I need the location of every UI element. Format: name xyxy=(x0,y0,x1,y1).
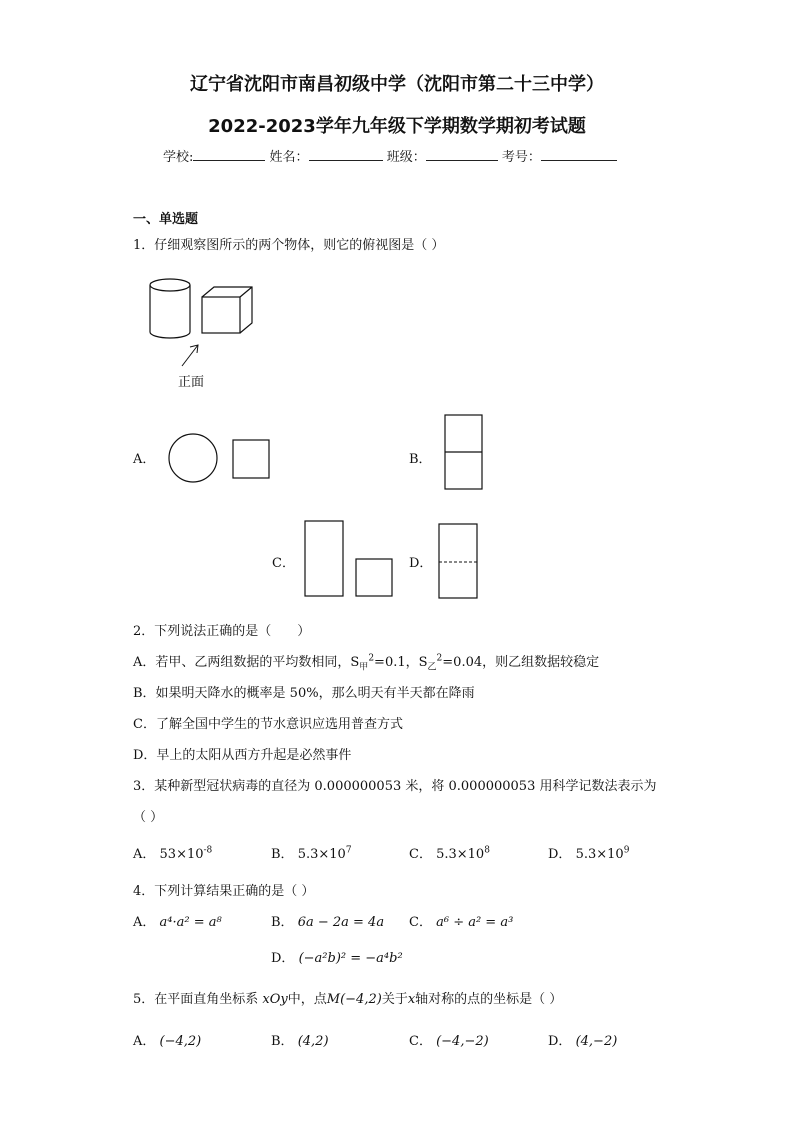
q3-d-label: D． xyxy=(548,847,572,862)
exam-title-line2: 2022-2023学年九年级下学期数学期初考试题 xyxy=(208,116,586,137)
q2-a-sub-yi: 乙 xyxy=(427,662,437,673)
q5-option-d[interactable] xyxy=(548,1030,617,1049)
q1-option-a-label[interactable]: A． xyxy=(133,452,156,467)
q1-option-d-figure[interactable] xyxy=(434,518,484,602)
school-blank[interactable] xyxy=(193,146,265,161)
class-label: 班级： xyxy=(386,150,426,165)
q5-stem-mid2: 关于 xyxy=(381,992,408,1007)
exam-title-line1: 辽宁省沈阳市南昌初级中学（沈阳市第二十三中学） xyxy=(190,74,604,95)
q5-d-expr: (4,−2) xyxy=(575,1034,618,1049)
q2-option-a[interactable] xyxy=(133,651,600,673)
cube-shape xyxy=(202,287,252,333)
q4-a-expr: a⁴·a² = a⁸ xyxy=(159,915,222,930)
q3-option-a[interactable] xyxy=(133,843,212,862)
q5-stem-axis: x xyxy=(407,992,416,1007)
q2-option-c[interactable]: C．了解全国中学生的节水意识应选用普查方式 xyxy=(133,717,403,732)
q5-option-a[interactable] xyxy=(133,1030,201,1049)
q2-a-sub-jia: 甲 xyxy=(359,662,369,673)
q4-option-c[interactable] xyxy=(409,911,513,930)
name-blank[interactable] xyxy=(309,146,383,161)
q3-stem-line1: 3．某种新型冠状病毒的直径为 0.000000053 米，将 0.000000053 用科学记数法表示为 xyxy=(133,779,657,794)
q5-a-expr: (−4,2) xyxy=(159,1034,202,1049)
q3-option-c[interactable] xyxy=(409,843,490,862)
q1-option-c-label[interactable]: C． xyxy=(272,556,295,571)
q3-a-exp: -8 xyxy=(203,845,213,856)
q4-option-b[interactable] xyxy=(271,911,384,930)
q3-c-exp: 8 xyxy=(484,845,490,856)
q2-a-suffix: =0.04，则乙组数据较稳定 xyxy=(442,655,600,670)
q4-b-expr: 6a − 2a = 4a xyxy=(297,915,385,930)
q3-stem-line2: （ ） xyxy=(133,810,164,825)
q5-stem xyxy=(133,988,562,1007)
q4-option-a[interactable] xyxy=(133,911,222,930)
q4-c-label: C． xyxy=(409,915,432,930)
q3-option-d[interactable] xyxy=(548,843,629,862)
q1-option-b-label[interactable]: B． xyxy=(409,452,432,467)
front-arrow-icon xyxy=(182,345,198,366)
q3-c-base: 5.3×10 xyxy=(436,847,485,862)
q5-option-b[interactable] xyxy=(271,1030,329,1049)
q1-option-a-figure[interactable] xyxy=(162,428,277,490)
q1-stem: 1．仔细观察图所示的两个物体，则它的俯视图是（ ） xyxy=(133,238,445,253)
q5-b-expr: (4,2) xyxy=(297,1034,329,1049)
section-title: 一、单选题 xyxy=(133,212,199,227)
q3-c-label: C． xyxy=(409,847,432,862)
q4-b-label: B． xyxy=(271,915,294,930)
exam-no-label: 考号： xyxy=(501,150,541,165)
q3-option-b[interactable] xyxy=(271,843,352,862)
q3-d-base: 5.3×10 xyxy=(575,847,624,862)
student-info-row xyxy=(163,146,617,165)
q5-d-label: D． xyxy=(548,1034,572,1049)
q2-option-d[interactable]: D．早上的太阳从西方升起是必然事件 xyxy=(133,748,352,763)
q1-solids-figure xyxy=(140,268,280,393)
q2-option-b[interactable]: B．如果明天降水的概率是 50%，那么明天有半天都在降雨 xyxy=(133,686,475,701)
q5-a-label: A． xyxy=(133,1034,156,1049)
q4-a-label: A． xyxy=(133,915,156,930)
q3-b-label: B． xyxy=(271,847,294,862)
q2-a-mid: =0.1，S xyxy=(374,655,428,670)
q5-option-c[interactable] xyxy=(409,1030,489,1049)
class-blank[interactable] xyxy=(426,146,498,161)
q4-stem: 4．下列计算结果正确的是（ ） xyxy=(133,884,315,899)
q2-stem: 2．下列说法正确的是（ ） xyxy=(133,624,311,639)
q5-b-label: B． xyxy=(271,1034,294,1049)
q5-stem-mid1: 中，点 xyxy=(287,992,327,1007)
q5-stem-prefix: 5．在平面直角坐标系 xyxy=(133,992,259,1007)
q2-a-sq2: 2 xyxy=(436,653,443,664)
q3-d-exp: 9 xyxy=(623,845,630,856)
q1-option-b-figure[interactable] xyxy=(440,412,490,494)
q4-d-label: D． xyxy=(271,951,295,966)
q3-a-label: A． xyxy=(133,847,156,862)
q2-a-prefix: A．若甲、乙两组数据的平均数相同，S xyxy=(133,655,360,670)
q5-c-label: C． xyxy=(409,1034,432,1049)
q4-option-d[interactable] xyxy=(271,947,403,966)
q4-d-expr: (−a²b)² = −a⁴b² xyxy=(298,951,403,966)
q5-stem-var: xOy xyxy=(262,992,288,1007)
q1-option-d-label[interactable]: D． xyxy=(409,556,433,571)
q5-stem-point: M(−4,2) xyxy=(326,992,382,1007)
q2-a-sq1: 2 xyxy=(368,653,375,664)
q3-a-base: 53×10 xyxy=(159,847,204,862)
q3-b-base: 5.3×10 xyxy=(297,847,346,862)
front-label: 正面 xyxy=(178,375,205,390)
q5-stem-suffix: 轴对称的点的坐标是（ ） xyxy=(415,992,563,1007)
q4-c-expr: a⁶ ÷ a² = a³ xyxy=(436,915,514,930)
exam-no-blank[interactable] xyxy=(541,146,617,161)
school-label: 学校: xyxy=(163,150,194,165)
name-label: 姓名： xyxy=(269,150,309,165)
cylinder-shape xyxy=(150,279,190,338)
q3-b-exp: 7 xyxy=(345,845,352,856)
q5-c-expr: (−4,−2) xyxy=(436,1034,489,1049)
q1-option-c-figure[interactable] xyxy=(300,515,400,603)
